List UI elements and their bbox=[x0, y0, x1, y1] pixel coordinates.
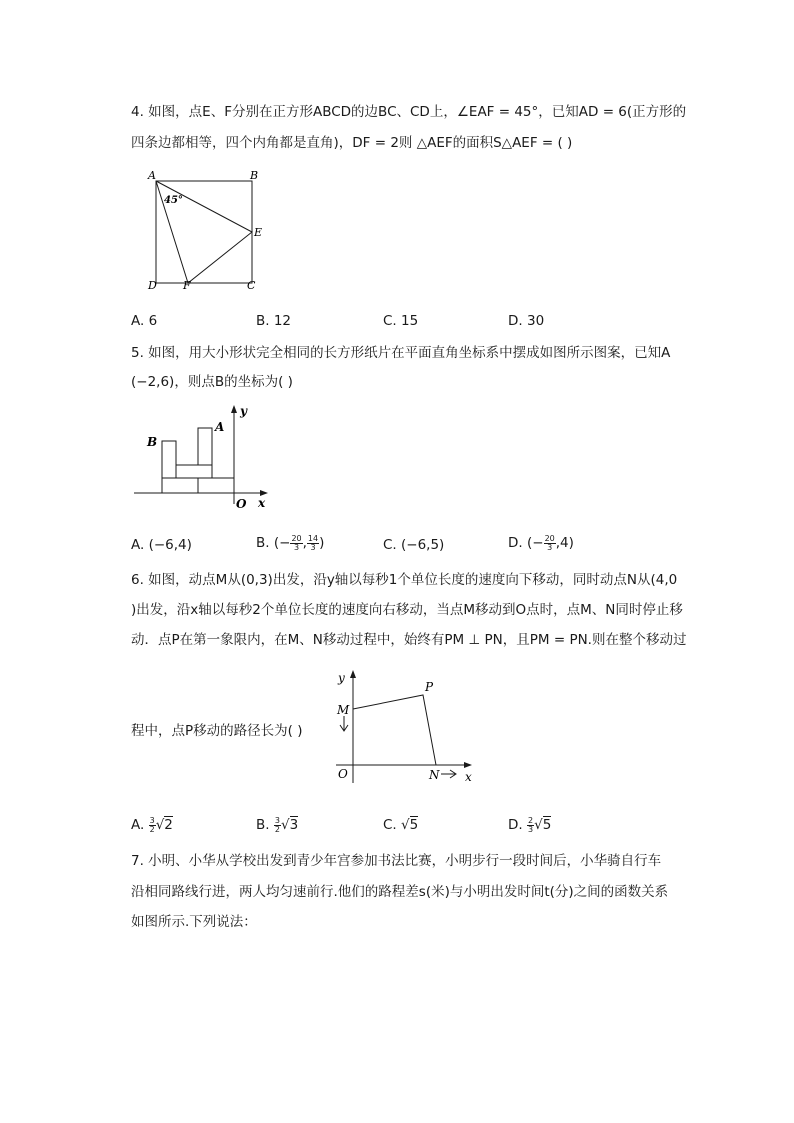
q5-option-b-fraction-1 bbox=[290, 535, 302, 552]
q5-option-d-fraction bbox=[544, 535, 556, 552]
q4-label-d: D bbox=[148, 279, 157, 292]
q6-option-c-radicand: 5 bbox=[409, 817, 419, 833]
q5-option-d-prefix: D. (− bbox=[508, 535, 544, 551]
q6-option-c[interactable] bbox=[383, 816, 418, 834]
q6-label-o: O bbox=[338, 767, 348, 781]
q6-x-arrowhead bbox=[464, 762, 472, 768]
q6-path-mpn bbox=[353, 695, 436, 765]
q6-option-a-fraction bbox=[149, 817, 156, 834]
q6-option-c-label: C. bbox=[383, 817, 397, 833]
q5-label-b: B bbox=[147, 435, 158, 449]
q4-label-angle: 45° bbox=[164, 195, 183, 206]
q6-option-d-label: D. bbox=[508, 817, 523, 833]
q5-label-a: A bbox=[215, 420, 225, 434]
q5-option-d-den: 3 bbox=[547, 542, 553, 552]
q4-label-f: F bbox=[183, 279, 191, 292]
q6-option-a-num: 3 bbox=[149, 815, 155, 825]
q6-label-m: M bbox=[337, 703, 350, 717]
q6-text-line-1: 6. 如图，动点M从(0,3)出发，沿y轴以每秒1个单位长度的速度向下移动，同时动点N从(4,0 bbox=[131, 572, 678, 588]
q4-option-b[interactable]: B. 12 bbox=[256, 313, 292, 329]
q4-label-e: E bbox=[254, 226, 263, 239]
q6-text-line-3: 动．点P在第一象限内，在M、N移动过程中，始终有PM ⊥ PN，且PM = PN.则在整个移动过 bbox=[131, 632, 687, 648]
q5-label-x: x bbox=[258, 496, 266, 510]
q4-option-c[interactable]: C. 15 bbox=[383, 313, 419, 329]
q5-option-b-prefix: B. (− bbox=[256, 535, 291, 551]
q6-option-b-num: 3 bbox=[274, 815, 280, 825]
q4-label-a: A bbox=[148, 169, 156, 182]
q5-option-b-f2-den: 3 bbox=[310, 542, 316, 552]
q5-option-d-suffix: ,4) bbox=[555, 535, 574, 551]
q6-y-arrowhead bbox=[350, 670, 356, 678]
q4-text-line-2: 四条边都相等，四个内角都是直角)，DF = 2则 △AEF的面积S△AEF = ( ) bbox=[131, 135, 573, 151]
q5-option-d-num: 20 bbox=[544, 533, 555, 543]
q6-option-d-radicand: 5 bbox=[542, 817, 552, 833]
q6-option-a-radical-sign: √ bbox=[155, 817, 165, 833]
q5-rect-bottom-left bbox=[162, 478, 198, 493]
q6-option-b-label: B. bbox=[256, 817, 270, 833]
q5-option-c[interactable]: C. (−6,5) bbox=[383, 537, 445, 553]
q6-option-d-fraction bbox=[527, 817, 534, 834]
q6-moving-points-figure bbox=[330, 668, 480, 788]
q6-option-a-radicand: 2 bbox=[164, 817, 173, 833]
q4-text-line-1: 4. 如图，点E、F分别在正方形ABCD的边BC、CD上，∠EAF = 45°，已知AD = 6(正方形的 bbox=[131, 104, 687, 120]
q6-option-b-radical-sign: √ bbox=[280, 817, 290, 833]
q4-label-b: B bbox=[250, 169, 259, 182]
q5-option-b[interactable] bbox=[256, 534, 324, 552]
q5-option-b-suffix: ) bbox=[319, 535, 325, 551]
q6-option-b-radicand: 3 bbox=[289, 817, 299, 833]
q5-rect-right-tall bbox=[198, 428, 212, 465]
q6-text-line-2: )出发，沿x轴以每秒2个单位长度的速度向右移动，当点M移动到O点时，点M、N同时停止移 bbox=[131, 602, 683, 618]
q6-option-a[interactable] bbox=[131, 816, 173, 834]
q6-option-b-fraction bbox=[274, 817, 281, 834]
q5-text-line-1: 5. 如图，用大小形状完全相同的长方形纸片在平面直角坐标系中摆成如图所示图案，已知A bbox=[131, 345, 671, 361]
q5-rect-bottom-right bbox=[198, 478, 234, 493]
q6-label-y: y bbox=[338, 671, 345, 685]
q6-label-p: P bbox=[425, 680, 434, 694]
q4-option-a[interactable]: A. 6 bbox=[131, 313, 158, 329]
q5-rect-left-tall bbox=[162, 441, 176, 478]
q5-rectangles-figure bbox=[130, 404, 270, 514]
q5-y-arrowhead bbox=[231, 405, 237, 413]
q6-option-a-label: A. bbox=[131, 817, 145, 833]
q6-option-d-den: 3 bbox=[527, 824, 534, 834]
q6-label-x: x bbox=[465, 770, 472, 784]
q5-option-b-f1-num: 20 bbox=[291, 533, 302, 543]
q5-option-a[interactable]: A. (−6,4) bbox=[131, 537, 192, 553]
q7-text-line-2: 沿相同路线行进，两人均匀速前行.他们的路程差s(米)与小明出发时间t(分)之间的函数关系 bbox=[131, 884, 669, 900]
q6-text-line-4: 程中，点P移动的路径长为( ) bbox=[131, 723, 303, 739]
q6-label-n: N bbox=[429, 768, 440, 782]
q5-label-o: O bbox=[236, 497, 247, 511]
q4-square-figure bbox=[140, 168, 270, 293]
q5-option-b-fraction-2 bbox=[307, 535, 319, 552]
q6-option-a-den: 2 bbox=[149, 824, 155, 834]
q4-option-d[interactable]: D. 30 bbox=[508, 313, 545, 329]
q5-label-y: y bbox=[240, 404, 247, 418]
q6-option-c-radical-sign: √ bbox=[401, 817, 410, 833]
q7-text-line-3: 如图所示.下列说法： bbox=[131, 914, 257, 930]
q5-option-d[interactable] bbox=[508, 534, 574, 552]
q6-option-d-num: 2 bbox=[527, 815, 534, 825]
q4-label-c: C bbox=[247, 279, 256, 292]
q7-text-line-1: 7. 小明、小华从学校出发到青少年宫参加书法比赛，小明步行一段时间后，小华骑自行车 bbox=[131, 853, 662, 869]
q5-text-line-2: (−2,6)，则点B的坐标为( ) bbox=[131, 374, 293, 390]
q5-option-b-f2-num: 14 bbox=[307, 533, 319, 543]
q5-rect-mid bbox=[176, 465, 212, 478]
q6-option-b-den: 2 bbox=[274, 824, 280, 834]
q6-option-d[interactable] bbox=[508, 816, 551, 834]
q5-option-b-sep: , bbox=[302, 535, 307, 551]
q6-option-d-radical-sign: √ bbox=[534, 817, 543, 833]
q5-option-b-f1-den: 3 bbox=[293, 542, 300, 552]
q6-option-b[interactable] bbox=[256, 816, 298, 834]
